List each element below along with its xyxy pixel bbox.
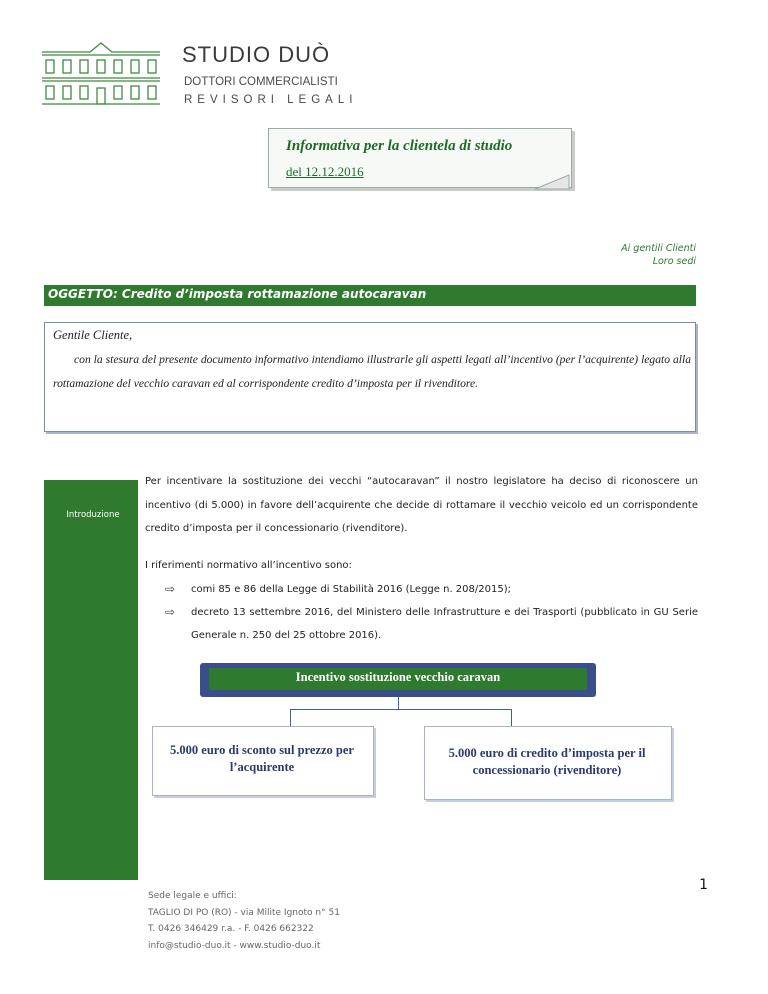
addressee-line-2: Loro sedi — [652, 256, 696, 267]
info-date: del 12.12.2016 — [286, 164, 364, 179]
page-number: 1 — [699, 877, 708, 893]
footer-line-1: Sede legale e uffici: — [148, 891, 237, 901]
diagram-left-label: 5.000 euro di sconto sul prezzo per l’acquirente — [170, 743, 354, 774]
section-sidebar — [44, 480, 138, 880]
arrow-right-icon: ⇨ — [165, 582, 176, 596]
footer-line-4[interactable]: info@studio-duo.it - www.studio-duo.it — [148, 940, 321, 951]
connector-right — [511, 709, 512, 726]
greeting-salutation: Gentile Cliente, — [53, 328, 133, 342]
subject-title: OGGETTO: Credito d’imposta rottamazione autocaravan — [48, 287, 427, 301]
connector-left — [290, 709, 291, 726]
footer-line-3: T. 0426 346429 r.a. - F. 0426 662322 — [148, 924, 314, 934]
brand-subtitle-1: DOTTORI COMMERCIALISTI — [184, 76, 338, 88]
footer-line-2: TAGLIO DI PO (RO) - via Milite Ignoto n° 51 — [148, 907, 340, 918]
info-title: Informativa per la clientela di studio — [286, 138, 513, 154]
connector-horizontal — [290, 709, 512, 710]
studio-building-logo-icon — [40, 40, 162, 106]
addressee-line-1: Ai gentili Clienti — [621, 243, 696, 254]
reference-list — [165, 578, 698, 647]
addressee — [621, 242, 696, 268]
arrow-right-icon: ⇨ — [165, 605, 176, 619]
diagram-right-label: 5.000 euro di credito d’imposta per il concessionario (rivenditore) — [448, 746, 646, 777]
references-title: I riferimenti normativo all’incentivo sono: — [145, 560, 352, 571]
brand-subtitle-2: REVISORI LEGALI — [184, 94, 358, 106]
diagram-root-label: Incentivo sostituzione vecchio caravan — [295, 670, 501, 684]
folded-corner-icon — [535, 170, 575, 190]
list-item — [165, 578, 698, 601]
reference-text: comi 85 e 86 della Legge di Stabilità 2016 (Legge n. 208/2015); — [191, 584, 511, 595]
greeting-body: con la stesura del presente documento informativo intendiamo illustrarle gli aspetti legati all’incentivo (per l’acquirente) legato alla rottamazione del vecchio caravan ed al corrispondente credito d’imposta per il rivenditore. — [53, 353, 691, 390]
reference-text: decreto 13 settembre 2016, del Ministero delle Infrastrutture e dei Trasporti (pubblicato in GU Serie Generale n. 250 del 25 ottobre 2016). — [191, 607, 698, 641]
intro-paragraph: Per incentivare la sostituzione dei vecchi “autocaravan” il nostro legislatore ha deciso di riconoscere un incentivo (di 5.000) in favore dell’acquirente che decide di rottamare il vecchio veicolo ed un corrispondente credito d’imposta per il concessionario (rivenditore). — [145, 476, 698, 534]
footer — [148, 888, 340, 954]
brand-name: STUDIO DUÒ — [182, 42, 331, 67]
section-label: Introduzione — [66, 510, 120, 520]
list-item — [165, 601, 698, 647]
